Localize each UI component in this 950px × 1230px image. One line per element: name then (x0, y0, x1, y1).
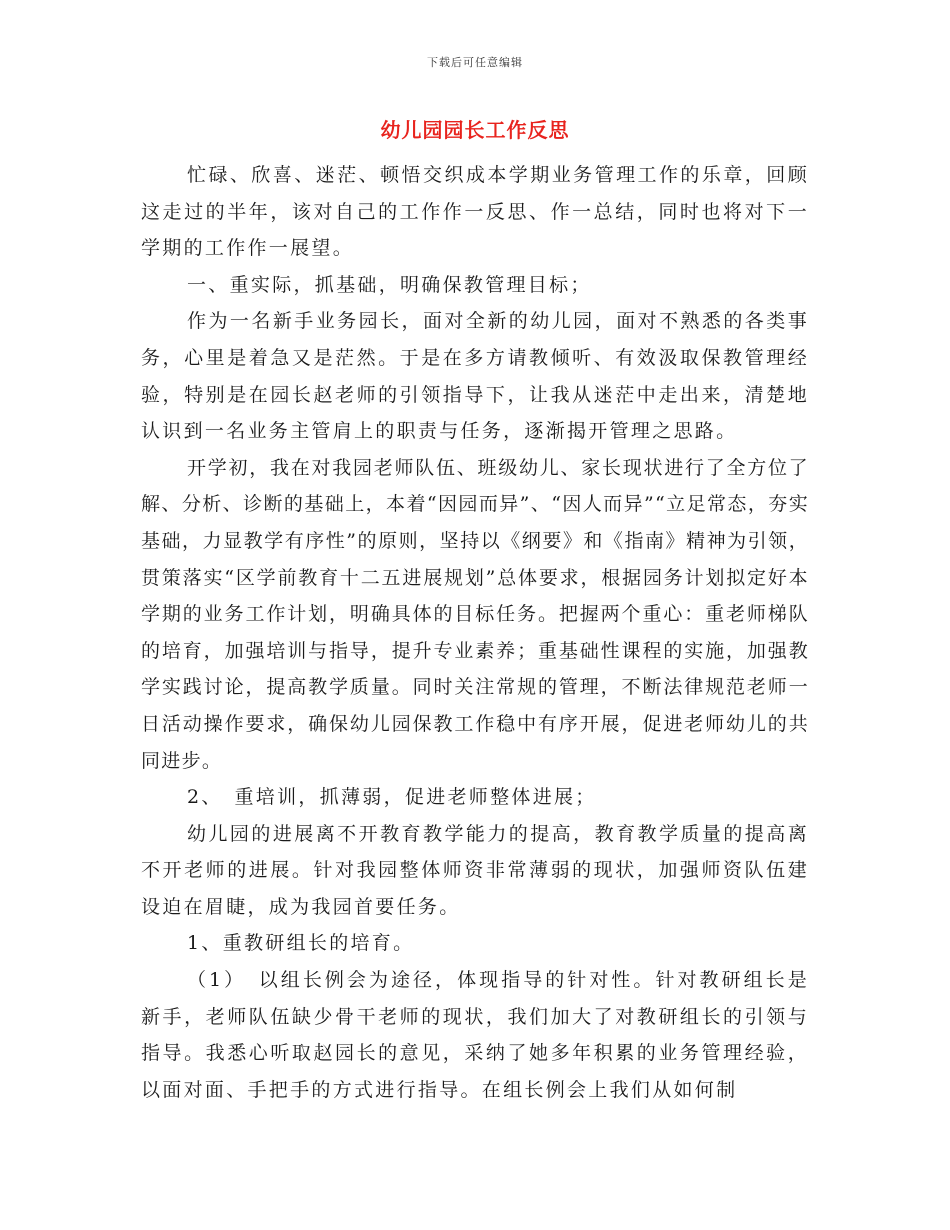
paragraph-teacher-development: 幼儿园的进展离不开教育教学能力的提高，教育教学质量的提高离不开老师的进展。针对我园整体师资非常薄弱的现状，加强师资队伍建设迫在眉睫，成为我园首要任务。 (141, 822, 809, 918)
document-body (141, 157, 809, 1108)
paragraph-intro: 忙碌、欣喜、迷茫、顿悟交织成本学期业务管理工作的乐章，回顾这走过的半年，该对自己的工作作一反思、作一总结，同时也将对下一学期的工作作一展望。 (141, 164, 809, 260)
header-note: 下载后可任意编辑 (427, 56, 523, 69)
paragraph-new-principal: 作为一名新手业务园长，面对全新的幼儿园，面对不熟悉的各类事务，心里是着急又是茫然。于是在多方请教倾听、有效汲取保教管理经验，特别是在园长赵老师的引领指导下，让我从迷茫中走出来，清楚地认识到一名业务主管肩上的职责与任务，逐渐揭开管理之思路。 (141, 310, 809, 443)
document-title: 幼儿园园长工作反思 (380, 118, 570, 142)
heading-section-2: 2、 重培训，抓薄弱，促进老师整体进展； (187, 786, 597, 809)
paragraph-semester-plan: 开学初，我在对我园老师队伍、班级幼儿、家长现状进行了全方位了解、分析、诊断的基础上，本着“因园而异”、“因人而异”“立足常态，夯实基础，力显教学有序性”的原则，坚持以《纲要》和《指南》精神为引领，贯策落实“区学前教育十二五进展规划”总体要求，根据园务计划拟定好本学期的业务工作计划，明确具体的目标任务。把握两个重心：重老师梯队的培育，加强培训与指导，提升专业素养；重基础性课程的实施，加强教学实践讨论，提高教学质量。同时关注常规的管理，不断法律规范老师一日活动操作要求，确保幼儿园保教工作稳中有序开展，促进老师幼儿的共同进步。 (141, 456, 809, 772)
heading-section-1: 一、重实际，抓基础，明确保教管理目标； (187, 273, 592, 296)
heading-subsection-1: 1、重教研组长的培育。 (187, 932, 415, 955)
paragraph-leader-meeting: （1） 以组长例会为途径，体现指导的针对性。针对教研组长是新手，老师队伍缺少骨干老师的现状，我们加大了对教研组长的引领与指导。我悉心听取赵园长的意见，采纳了她多年积累的业务管理经验，以面对面、手把手的方式进行指导。在组长例会上我们从如何制 (141, 969, 809, 1101)
